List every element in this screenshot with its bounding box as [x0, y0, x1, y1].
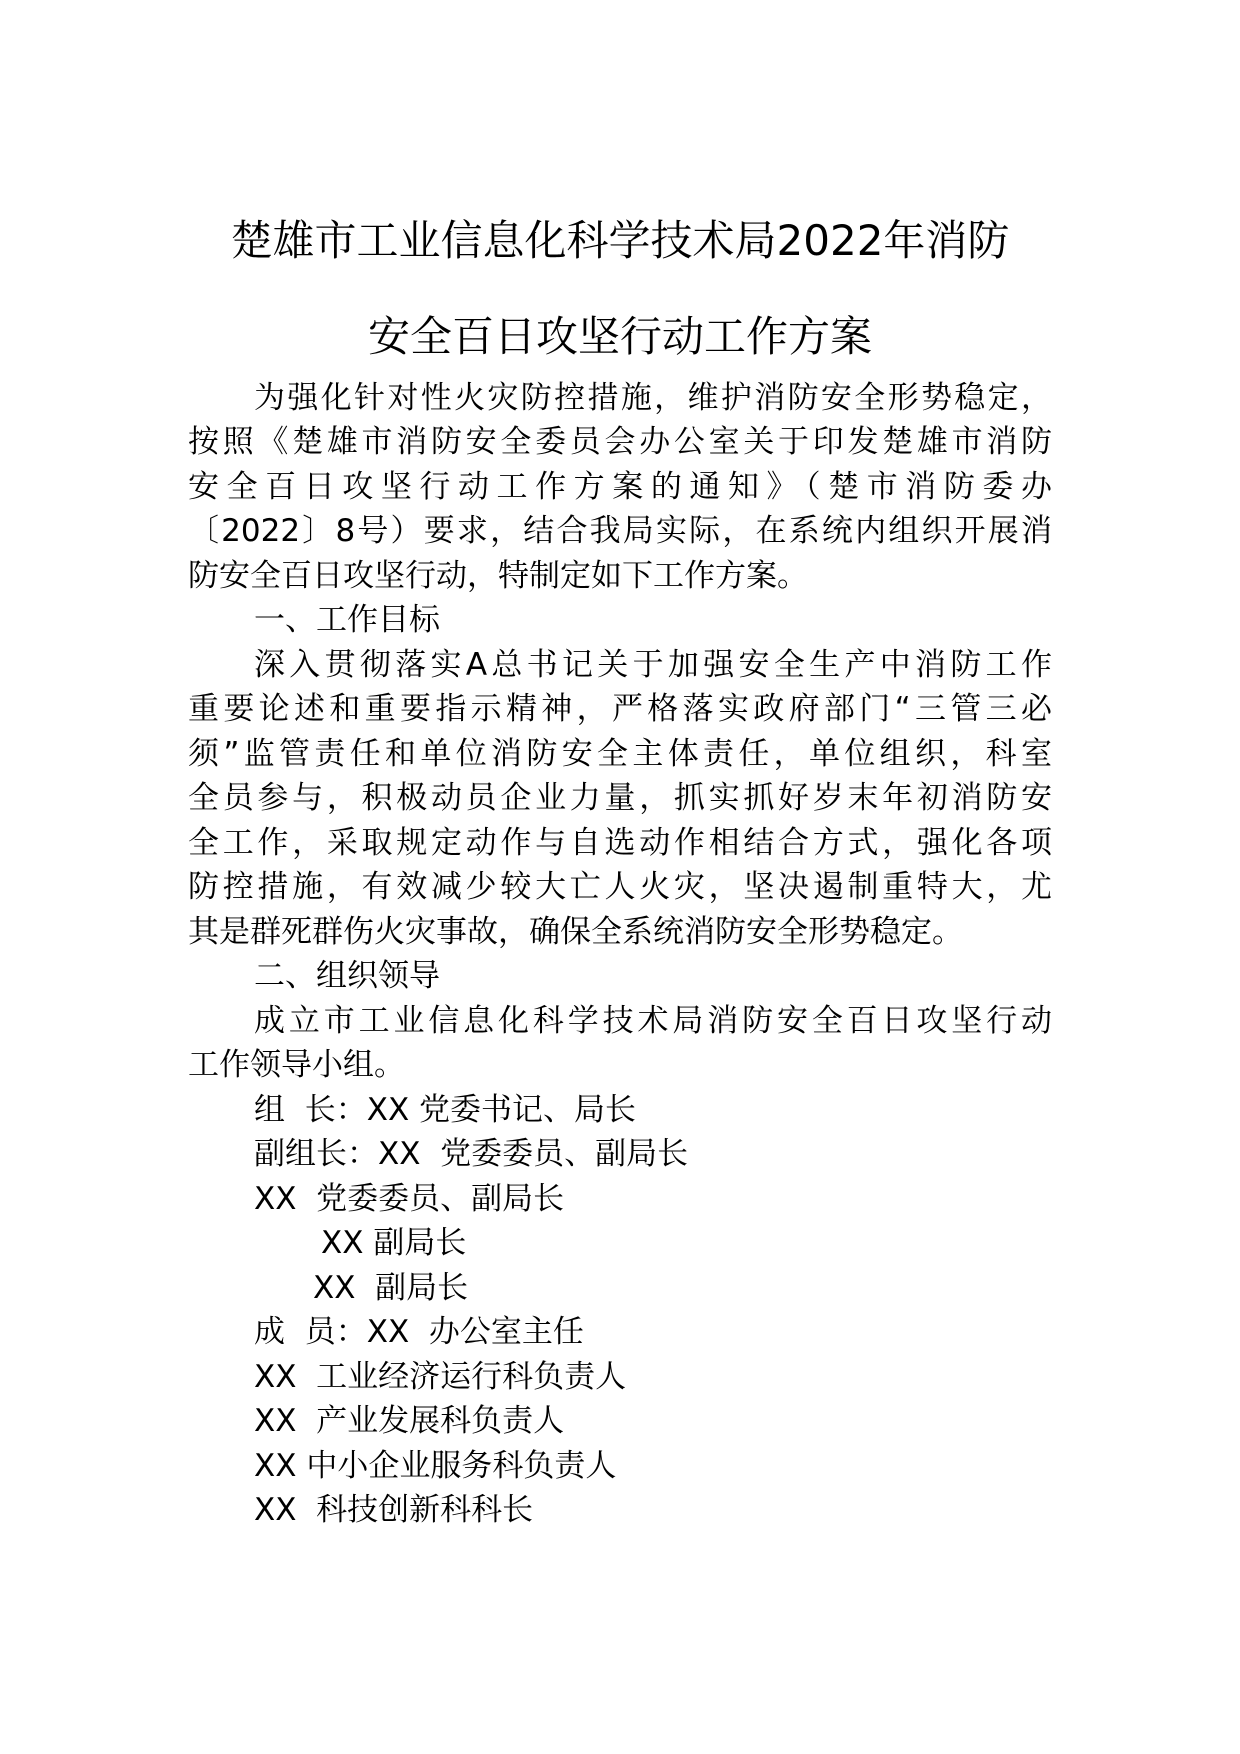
document-title-line-1: 楚雄市工业信息化科学技术局2022年消防 [230, 216, 1010, 265]
roster-member-2: XX 工业经济运行科负责人 [254, 1359, 627, 1395]
intro-line-3: 安全百日攻坚行动工作方案的通知》（楚市消防委办 [188, 469, 1052, 505]
roster-deputy-4: XX 副局长 [313, 1270, 469, 1306]
intro-line-4: 〔2022〕8号）要求，结合我局实际，在系统内组织开展消 [188, 513, 1052, 549]
intro-line-1: 为强化针对性火灾防控措施，维护消防安全形势稳定， [254, 380, 1052, 416]
intro-line-5: 防安全百日攻坚行动，特制定如下工作方案。 [188, 558, 808, 594]
leadership-line-1: 成立市工业信息化科学技术局消防安全百日攻坚行动 [254, 1003, 1052, 1039]
goals-line-2: 重要论述和重要指示精神，严格落实政府部门“三管三必 [188, 691, 1052, 727]
roster-member-5: XX 科技创新科科长 [254, 1492, 534, 1528]
roster-deputy-2: XX 党委委员、副局长 [254, 1181, 565, 1217]
goals-line-4: 全员参与，积极动员企业力量，抓实抓好岁末年初消防安 [188, 780, 1052, 816]
roster-deputy-3: XX 副局长 [321, 1225, 467, 1261]
roster-member-3: XX 产业发展科负责人 [254, 1403, 565, 1439]
leadership-line-2: 工作领导小组。 [188, 1047, 405, 1083]
section-heading-leadership: 二、组织领导 [254, 958, 440, 994]
goals-line-3: 须”监管责任和单位消防安全主体责任，单位组织，科室 [188, 736, 1052, 772]
document-title-line-2: 安全百日攻坚行动工作方案 [367, 312, 872, 361]
roster-leader: 组 长：XX 党委书记、局长 [254, 1092, 637, 1128]
intro-line-2: 按照《楚雄市消防安全委员会办公室关于印发楚雄市消防 [188, 424, 1052, 460]
goals-line-1: 深入贯彻落实A总书记关于加强安全生产中消防工作 [254, 647, 1052, 683]
goals-line-5: 全工作，采取规定动作与自选动作相结合方式，强化各项 [188, 825, 1052, 861]
section-heading-goals: 一、工作目标 [254, 602, 440, 638]
goals-line-7: 其是群死群伤火灾事故，确保全系统消防安全形势稳定。 [188, 914, 963, 950]
roster-member-1: 成 员：XX 办公室主任 [254, 1314, 584, 1350]
roster-deputy-1: 副组长：XX 党委委员、副局长 [254, 1136, 689, 1172]
goals-line-6: 防控措施，有效减少较大亡人火灾，坚决遏制重特大，尤 [188, 869, 1052, 905]
roster-member-4: XX 中小企业服务科负责人 [254, 1448, 617, 1484]
